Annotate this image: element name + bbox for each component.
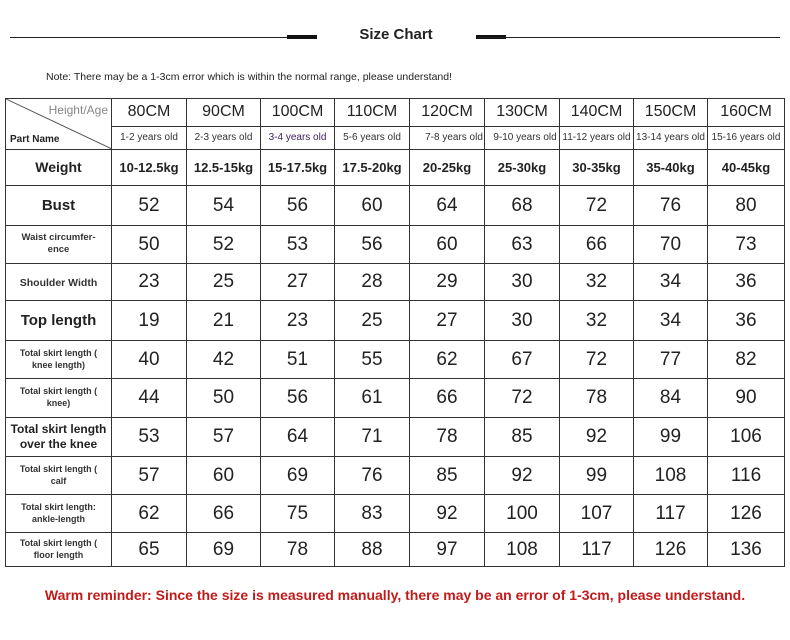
- value-cell: 60: [335, 186, 410, 226]
- age-cell: 5-6 years old: [335, 126, 410, 149]
- row-label: Total skirt length ( floor length: [19, 537, 98, 560]
- value-cell: 126: [634, 533, 708, 567]
- value-cell: 53: [112, 418, 187, 457]
- value-cell: 25: [187, 264, 261, 301]
- value-cell: 92: [485, 457, 560, 495]
- value-cell: 50: [187, 379, 261, 418]
- value-cell: 54: [187, 186, 261, 226]
- value-cell: 85: [410, 457, 485, 495]
- weight-label: Weight: [35, 158, 82, 175]
- value-cell: 57: [187, 418, 261, 457]
- row-label: Waist circumfer-ence: [21, 232, 96, 255]
- size-header: 90CM: [187, 99, 261, 127]
- value-cell: 108: [485, 533, 560, 567]
- value-cell: 61: [335, 379, 410, 418]
- value-cell: 85: [485, 418, 560, 457]
- value-cell: 97: [410, 533, 485, 567]
- row-label: [6, 150, 112, 186]
- measure-row: [6, 379, 785, 418]
- value-cell: 72: [560, 341, 634, 379]
- measure-row: [6, 186, 785, 226]
- value-cell: 88: [335, 533, 410, 567]
- value-cell: 66: [187, 495, 261, 533]
- value-cell: 28: [335, 264, 410, 301]
- value-cell: 29: [410, 264, 485, 301]
- weight-cell: 17.5-20kg: [335, 150, 410, 186]
- value-cell: 70: [634, 226, 708, 264]
- value-cell: 65: [112, 533, 187, 567]
- value-cell: 51: [261, 341, 335, 379]
- value-cell: 106: [708, 418, 785, 457]
- row-label: Total skirt length ( knee): [19, 386, 98, 408]
- value-cell: 90: [708, 379, 785, 418]
- measure-row: [6, 457, 785, 495]
- value-cell: 64: [410, 186, 485, 226]
- value-cell: 27: [410, 301, 485, 341]
- size-header: 150CM: [634, 99, 708, 127]
- value-cell: 30: [485, 264, 560, 301]
- weight-cell: 25-30kg: [485, 150, 560, 186]
- size-header: 140CM: [560, 99, 634, 127]
- value-cell: 92: [560, 418, 634, 457]
- row-label-cell: [6, 379, 112, 418]
- value-cell: 36: [708, 301, 785, 341]
- warm-reminder: Warm reminder: Since the size is measured manually, there may be an error of 1-3cm, please understand.: [44, 587, 746, 603]
- title-divider-right: [478, 37, 780, 38]
- size-row: [6, 99, 785, 127]
- value-cell: 56: [261, 186, 335, 226]
- row-label-cell: [6, 186, 112, 226]
- age-cell: 3-4 years old: [261, 126, 335, 149]
- value-cell: 23: [112, 264, 187, 301]
- value-cell: 117: [560, 533, 634, 567]
- row-label: Total skirt length: ankle-length: [21, 501, 96, 524]
- measure-row: [6, 533, 785, 567]
- row-label: Total skirt length over the knee: [10, 421, 107, 451]
- value-cell: 78: [261, 533, 335, 567]
- age-cell: 7-8 years old: [410, 126, 485, 149]
- weight-cell: 30-35kg: [560, 150, 634, 186]
- measure-row: [6, 226, 785, 264]
- value-cell: 40: [112, 341, 187, 379]
- value-cell: 42: [187, 341, 261, 379]
- value-cell: 99: [634, 418, 708, 457]
- value-cell: 117: [634, 495, 708, 533]
- value-cell: 67: [485, 341, 560, 379]
- value-cell: 82: [708, 341, 785, 379]
- measure-row: [6, 495, 785, 533]
- value-cell: 63: [485, 226, 560, 264]
- value-cell: 78: [410, 418, 485, 457]
- weight-cell: 20-25kg: [410, 150, 485, 186]
- measure-row: [6, 301, 785, 341]
- value-cell: 62: [112, 495, 187, 533]
- row-label-cell: [6, 301, 112, 341]
- title-accent-left: [287, 35, 317, 39]
- value-cell: 92: [410, 495, 485, 533]
- row-label-cell: [6, 495, 112, 533]
- page-title: Size Chart: [359, 26, 433, 43]
- age-cell: 9-10 years old: [485, 126, 560, 149]
- value-cell: 60: [410, 226, 485, 264]
- value-cell: 66: [560, 226, 634, 264]
- value-cell: 84: [634, 379, 708, 418]
- value-cell: 60: [187, 457, 261, 495]
- value-cell: 34: [634, 264, 708, 301]
- age-cell: 1-2 years old: [112, 126, 187, 149]
- value-cell: 73: [708, 226, 785, 264]
- title-row: [0, 24, 790, 52]
- row-label-cell: [6, 341, 112, 379]
- value-cell: 36: [708, 264, 785, 301]
- value-cell: 66: [410, 379, 485, 418]
- size-header: 130CM: [485, 99, 560, 127]
- measure-row: [6, 418, 785, 457]
- value-cell: 107: [560, 495, 634, 533]
- value-cell: 55: [335, 341, 410, 379]
- value-cell: 53: [261, 226, 335, 264]
- weight-cell: 35-40kg: [634, 150, 708, 186]
- value-cell: 136: [708, 533, 785, 567]
- row-label-cell: [6, 226, 112, 264]
- value-cell: 27: [261, 264, 335, 301]
- value-cell: 76: [335, 457, 410, 495]
- weight-cell: 40-45kg: [708, 150, 785, 186]
- row-label: Shoulder Width: [19, 277, 98, 289]
- value-cell: 23: [261, 301, 335, 341]
- value-cell: 69: [261, 457, 335, 495]
- row-label: Total skirt length ( calf: [19, 463, 98, 486]
- size-header: 110CM: [335, 99, 410, 127]
- value-cell: 21: [187, 301, 261, 341]
- part-name-label: Part Name: [10, 134, 60, 145]
- row-label-cell: [6, 457, 112, 495]
- value-cell: 77: [634, 341, 708, 379]
- value-cell: 99: [560, 457, 634, 495]
- weight-cell: 15-17.5kg: [261, 150, 335, 186]
- title-divider-left: [10, 37, 315, 38]
- value-cell: 25: [335, 301, 410, 341]
- size-header: 80CM: [112, 99, 187, 127]
- age-row: [6, 126, 785, 149]
- value-cell: 126: [708, 495, 785, 533]
- value-cell: 32: [560, 264, 634, 301]
- row-label-cell: [6, 264, 112, 301]
- value-cell: 69: [187, 533, 261, 567]
- value-cell: 80: [708, 186, 785, 226]
- value-cell: 71: [335, 418, 410, 457]
- value-cell: 83: [335, 495, 410, 533]
- value-cell: 32: [560, 301, 634, 341]
- row-label: Bust: [41, 196, 76, 214]
- row-label: Top length: [20, 311, 97, 329]
- value-cell: 56: [261, 379, 335, 418]
- value-cell: 68: [485, 186, 560, 226]
- row-label-cell: [6, 533, 112, 567]
- size-header: 120CM: [410, 99, 485, 127]
- value-cell: 56: [335, 226, 410, 264]
- corner-cell: [6, 99, 112, 150]
- value-cell: 57: [112, 457, 187, 495]
- row-label-cell: [6, 418, 112, 457]
- value-cell: 72: [485, 379, 560, 418]
- weight-cell: 10-12.5kg: [112, 150, 187, 186]
- value-cell: 64: [261, 418, 335, 457]
- error-note: Note: There may be a 1-3cm error which is within the normal range, please understand!: [46, 71, 453, 83]
- value-cell: 34: [634, 301, 708, 341]
- value-cell: 50: [112, 226, 187, 264]
- measure-row: [6, 341, 785, 379]
- measure-row: [6, 264, 785, 301]
- age-cell: 15-16 years old: [708, 126, 785, 149]
- value-cell: 72: [560, 186, 634, 226]
- value-cell: 116: [708, 457, 785, 495]
- value-cell: 76: [634, 186, 708, 226]
- value-cell: 44: [112, 379, 187, 418]
- age-cell: 11-12 years old: [560, 126, 634, 149]
- weight-row: [6, 150, 785, 186]
- size-header: 160CM: [708, 99, 785, 127]
- value-cell: 30: [485, 301, 560, 341]
- value-cell: 62: [410, 341, 485, 379]
- value-cell: 52: [112, 186, 187, 226]
- age-cell: 2-3 years old: [187, 126, 261, 149]
- row-label: Total skirt length ( knee length): [19, 347, 98, 370]
- value-cell: 52: [187, 226, 261, 264]
- weight-cell: 12.5-15kg: [187, 150, 261, 186]
- value-cell: 108: [634, 457, 708, 495]
- size-header: 100CM: [261, 99, 335, 127]
- height-age-label: Height/Age: [48, 103, 108, 117]
- value-cell: 19: [112, 301, 187, 341]
- value-cell: 78: [560, 379, 634, 418]
- value-cell: 75: [261, 495, 335, 533]
- value-cell: 100: [485, 495, 560, 533]
- size-chart-table: [5, 98, 785, 567]
- age-cell: 13-14 years old: [634, 126, 708, 149]
